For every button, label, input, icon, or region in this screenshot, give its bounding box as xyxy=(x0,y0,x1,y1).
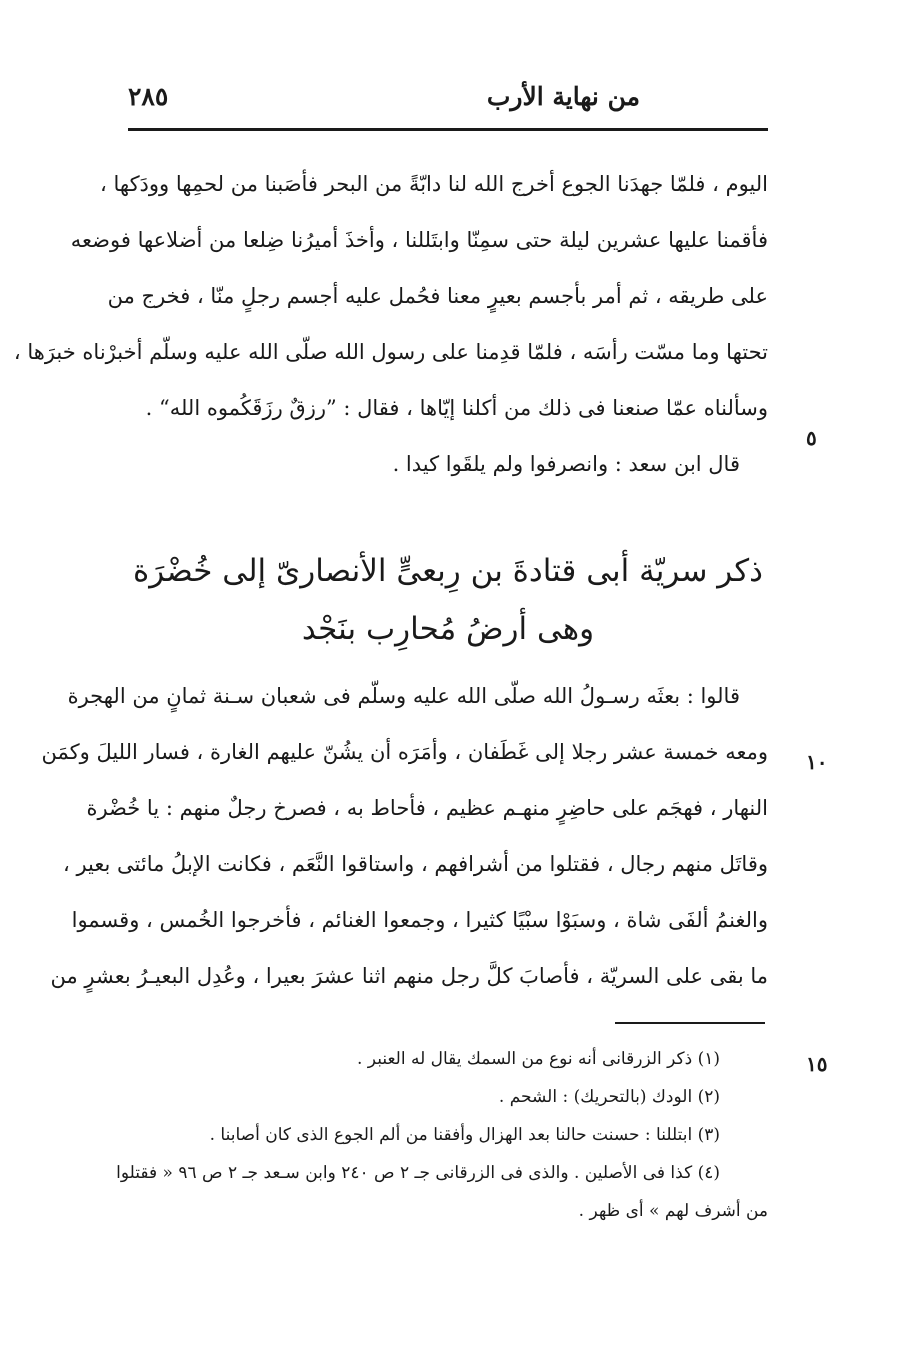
text-line: قالوا : بعثَه رسـولُ الله صلّى الله عليه وسلّم فى شعبان سـنة ثمانٍ من الهجرة xyxy=(67,684,740,708)
section-heading-line: وهى أرضُ مُحارِب بنَجْد xyxy=(301,611,595,647)
footnote-rule xyxy=(615,1022,765,1024)
line-number: ١٠ xyxy=(806,750,828,774)
text-line: ما بقى على السريّة ، فأصابَ كلَّ رجل منهم اثنا عشرَ بعيرا ، وعُدِل البعيـرُ بعشرٍ من xyxy=(50,964,768,988)
text-line: وسألناه عمّا صنعنا فى ذلك من أكلنا إيّاها ، فقال : ”رزقٌ رزَقَكُموه الله“ . xyxy=(145,396,768,420)
text-line: النهار ، فهجَم على حاضِرٍ منهـم عظيم ، فأحاط به ، فصرخ رجلٌ منهم : يا خُضْرة xyxy=(86,796,768,820)
line-number: ١٥ xyxy=(806,1052,828,1076)
footnote: من أشرف لهم » أى ظهر . xyxy=(578,1201,768,1221)
main-text-bottom xyxy=(41,668,768,1004)
page-number: ٢٨٥ xyxy=(128,82,169,111)
text-line: على طريقه ، ثم أمر بأجسم بعيرٍ معنا فحُمل عليه أجسم رجلٍ منّا ، فخرج من xyxy=(107,284,768,308)
text-line: فأقمنا عليها عشرين ليلة حتى سمِنّا وابتَللنا ، وأخذَ أميرُنا ضِلعا من أضلاعها فوضعه xyxy=(70,228,768,252)
text-line: وقاتَل منهم رجال ، فقتلوا من أشرافهم ، واستاقوا النَّعَم ، فكانت الإبلُ مائتى بعير ، xyxy=(63,852,768,876)
line-number: ٥ xyxy=(806,426,817,450)
text-line: والغنمُ ألفَى شاة ، وسبَوْا سبْيًا كثيرا ، وجمعوا الغنائم ، فأخرجوا الخُمس ، وقسموا xyxy=(71,908,768,932)
running-title: من نهاية الأرب xyxy=(486,82,640,111)
footnote: (٢) الودك (بالتحريك) : الشحم . xyxy=(498,1087,720,1107)
text-line: قال ابن سعد : وانصرفوا ولم يلقَوا كيدا . xyxy=(392,452,740,476)
footnote: (٣) ابتللنا : حسنت حالنا بعد الهزال وأفقنا من ألم الجوع الذى كان أصابنا . xyxy=(209,1125,720,1145)
text-line: اليوم ، فلمّا جهدَنا الجوع أخرج الله لنا دابّةً من البحر فأصَبنا من لحمِها وودَكها ، xyxy=(100,172,768,196)
section-heading-line: ذكر سريّة أبى قتادةَ بن رِبعىٍّ الأنصارىّ إلى خُضْرَة xyxy=(133,553,763,589)
footnote: (١) ذكر الزرقانى أنه نوع من السمك يقال له العنبر . xyxy=(357,1049,720,1069)
footnotes xyxy=(116,1040,768,1230)
page-header xyxy=(128,82,768,126)
main-text-top xyxy=(13,156,768,492)
text-line: ومعه خمسة عشر رجلا إلى غَطَفان ، وأمَرَه أن يشُنّ عليهم الغارة ، فسار الليلَ وكمَن xyxy=(41,740,768,764)
footnote: (٤) كذا فى الأصلين . والذى فى الزرقانى جـ ٢ ص ٢٤٠ وابن سـعد جـ ٢ ص ٩٦ « فقتلوا xyxy=(116,1163,720,1183)
header-rule xyxy=(128,128,768,131)
text-line: تحتها وما مسّت رأسَه ، فلمّا قدِمنا على رسول الله صلّى الله عليه وسلّم أخبرْناه خبرَها ، xyxy=(13,340,768,364)
section-heading xyxy=(128,542,768,658)
